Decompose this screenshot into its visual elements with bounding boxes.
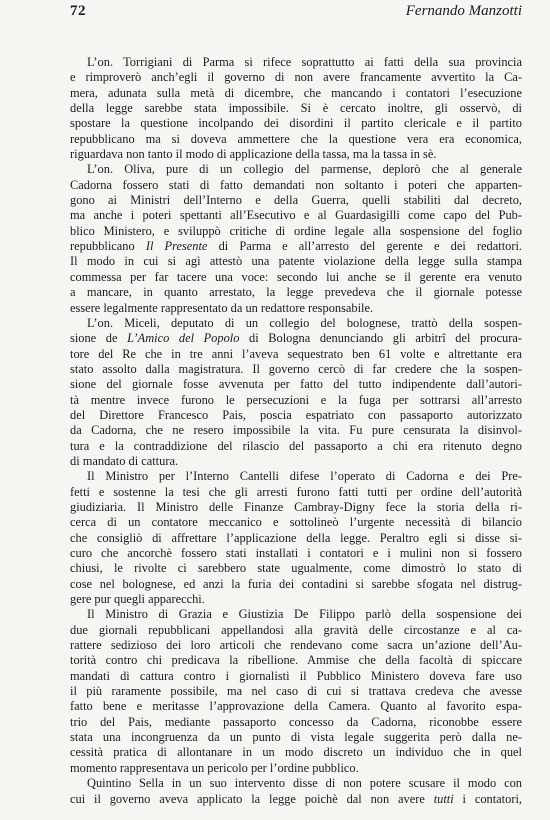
text-line: della legge sarebbe stata impossibile. Si è cercato inoltre, gli osservò, di: [70, 101, 522, 116]
text-line: rattere sedizioso dei loro articoli che rendevano come sacra un’azione dell’Au-: [70, 638, 522, 653]
text-line: essere legalmente rappresentato da un redattore responsabile.: [70, 300, 374, 315]
text-line: Il Ministro per l’Interno Cantelli difese l’operato di Cadorna e dei Pre-: [87, 469, 522, 484]
paragraph: [70, 55, 522, 162]
text-line: stato assolto dalla magistratura. Il governo cercò di far credere che la sospen-: [70, 361, 522, 376]
paragraph: [70, 162, 522, 315]
text-line: tura e la contraddizione del rilascio del passaporto a chi era ritenuto degno: [70, 438, 522, 453]
text-line: fetti e sostenne la tesi che gli arresti furono fatti tutti per ordine dell’autorità: [70, 484, 522, 499]
text-line: Il Ministro di Grazia e Giustizia De Filippo parlò della sospensione dei: [87, 607, 522, 622]
text-line: gere pur quegli apparecchi.: [70, 592, 205, 607]
text-line: riguardava non tanto il modo di applicazione della tassa, ma la tassa in sè.: [70, 147, 437, 162]
text-line: Cadorna fossero stati di fatto demandati non soltanto i poteri che apparten-: [70, 177, 522, 192]
text-line: cose nel bolognese, ed anzi la furia dei contadini si sarebbe sfogata nel distrug-: [70, 576, 522, 591]
text-line: spostare la questione incolpando dei disordini il partito clericale e il partito: [70, 116, 522, 131]
text-line: cerca di un contatore meccanico e sottolineò l’urgente necessità di bilancio: [70, 515, 522, 530]
text-line: commessa per far tacere una voce: secondo lui anche se il gerente era venuto: [70, 269, 522, 284]
paragraph: [70, 776, 522, 807]
italic-title: tutti: [433, 791, 454, 806]
text-line: trio del Pais, mediante passaporto concesso da Cadorna, riconobbe essere: [70, 714, 522, 729]
paragraph: [70, 316, 522, 469]
text-line: cui il governo aveva applicato la legge poichè dal non avere tutti i contatori,: [70, 791, 522, 806]
italic-title: Il Presente: [145, 239, 208, 254]
text-line: mera, adunata sulla metà di dicembre, che mancando i contatori l’esecuzione: [70, 85, 522, 100]
text-line: momento rappresentava un pericolo per l’ordine pubblico.: [70, 760, 359, 775]
text-line: il più raramente possibile, ma nel caso di cui si trattava credeva che avesse: [70, 684, 522, 699]
text-line: blico Ministero, e sviluppò critiche di ordine legale alla sospensione del foglio: [70, 223, 522, 238]
text-line: L’on. Torrigiani di Parma si rifece soprattutto ai fatti della sua provincia: [87, 55, 522, 69]
text-line: giudiziaria. Il Ministro delle Finanze Cambray-Digny fece la storia della ri-: [70, 499, 522, 514]
text-line: L’on. Oliva, pure di un collegio del parmense, deplorò che al generale: [87, 162, 522, 177]
text-line: da Cadorna, che ne resero impossibile la vita. Fu pure censurata la disinvol-: [70, 423, 522, 438]
text-line: di mandato di cattura.: [70, 453, 179, 468]
text-line: torità contro chi predicava la ribellione. Ammise che della facoltà di spiccare: [70, 653, 522, 668]
text-line: stata una incongruenza da un punto di vista legale suggerita però dalla ne-: [70, 730, 522, 745]
text-line: chiusi, le rivolte ci sarebbero state ugualmente, come dimostrò lo stato di: [70, 561, 522, 576]
text-line: gono ai Ministri dell’Interno e della Guerra, quelli stabiliti dal decreto,: [70, 193, 522, 208]
text-line: che consigliò di affrettare l’applicazione della legge. Peraltro egli si disse si-: [70, 530, 522, 545]
text-line: sione del giornale fosse avvenuta per fatto del tutto indipendente dall’autori-: [70, 377, 522, 392]
text-line: repubblicano Il Presente di Parma e all’arresto del gerente e dei redattori.: [70, 239, 523, 254]
text-line: curo che ancorchè fossero stati installati i contatori e i mulini non si fossero: [70, 546, 522, 560]
text-line: mandati di cattura contro i giornalisti il Pubblico Ministero doveva fare uso: [70, 668, 522, 683]
text-line: L’on. Miceli, deputato di un collegio del bolognese, trattò della sospen-: [87, 315, 522, 330]
paragraph: [70, 469, 522, 607]
text-line: tore del Re che in tre anni l’aveva sequestrato ben 61 volte e altrettante era: [70, 346, 522, 361]
text-line: cessità pratica di allontanare in un modo discreto un individuo che in quel: [70, 745, 522, 760]
text-line: a mancare, in quanto arrestato, la legge prevedeva che il giornale potesse: [70, 285, 522, 300]
text-line: tà mentre invece furono le persecuzioni e la fuga per sottrarsi all’arresto: [70, 392, 522, 407]
text-line: repubblicano ma si doveva ammettere che la questione vera era economica,: [70, 131, 522, 146]
text-line: fatto bene e meritasse l’approvazione della Camera. Quanto al favorito espa-: [70, 699, 522, 714]
running-title: Fernando Manzotti: [405, 3, 522, 19]
text-line: Quintino Sella in un suo intervento disse di non potere scusare il modo con: [87, 776, 522, 791]
body-text: [70, 55, 522, 807]
italic-title: L’Amico del Popolo: [127, 331, 240, 346]
text-line: e rimproverò anch’egli il governo di non avere francamente avvertito la Ca-: [70, 70, 522, 85]
text-line: due giornali repubblicani appellandosi alla gravità delle circostanze e al ca-: [70, 622, 522, 637]
page-number: 72: [70, 3, 86, 19]
text-line: Il modo in cui si agì attestò una patente violazione della legge sulla stampa: [70, 254, 522, 269]
text-line: del Direttore Francesco Pais, poscia espatriato con passaporto autorizzato: [70, 407, 522, 422]
text-line: sione de L’Amico del Popolo di Bologna denunciando gli arbitrî del procura-: [70, 331, 522, 346]
text-line: ma anche i poteri spettanti all’Esecutivo e al Guardasigilli come capo del Pub-: [70, 208, 522, 223]
page-header: [70, 2, 522, 22]
paragraph: [70, 607, 522, 776]
